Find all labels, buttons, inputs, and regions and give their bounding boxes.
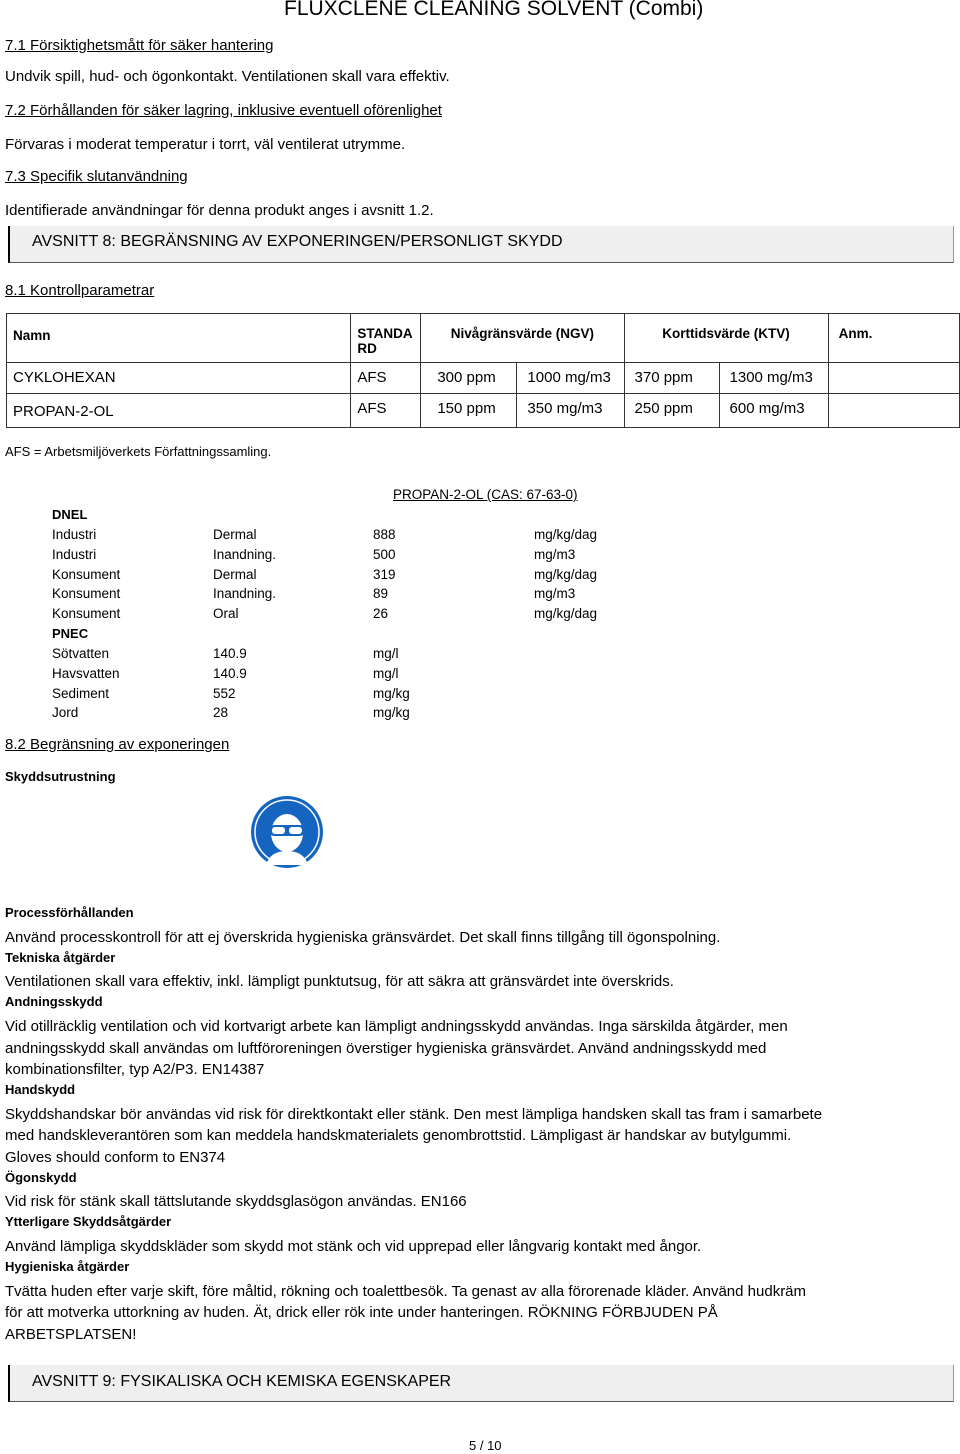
header-name: Namn — [7, 314, 351, 363]
hygiene-label: Hygieniska åtgärder — [5, 1259, 130, 1274]
dnel-unit: mg/m3 — [534, 586, 576, 602]
afs-footnote: AFS = Arbetsmiljöverkets Författningssamling. — [5, 444, 272, 459]
section-9-bar — [8, 1365, 954, 1402]
hand-line-3: Gloves should conform to EN374 — [5, 1149, 226, 1166]
section-8-bar — [8, 226, 954, 263]
hygiene-line-3: ARBETSPLATSEN! — [5, 1326, 137, 1343]
dnel-value: 89 — [373, 586, 389, 602]
pnec-unit: mg/l — [373, 646, 399, 661]
heading-8-1: 8.1 Kontrollparametrar — [5, 282, 155, 299]
hygiene-line-1: Tvätta huden efter varje skift, före måltid, rökning och toalettbesök. Ta genast av alla förorenade kläder. Använd hudkräm — [5, 1283, 807, 1300]
cell-ngv-ppm: 150 ppm — [421, 394, 517, 428]
header-ngv: Nivågränsvärde (NGV) — [421, 314, 624, 363]
resp-line-1: Vid otillräcklig ventilation och vid kortvarigt arbete kan lämpligt andningsskydd användas. Inga särskilda åtgärder, men — [5, 1018, 788, 1035]
cell-ktv-ppm: 370 ppm — [624, 363, 719, 394]
extra-text: Använd lämpliga skyddskläder som skydd mot stänk och vid upprepad eller långvarig kontakt med ångor. — [5, 1238, 702, 1255]
section-8-title: AVSNITT 8: BEGRÄNSNING AV EXPONERINGEN/PERSONLIGT SKYDD — [32, 233, 563, 250]
eye-text: Vid risk för stänk skall tättslutande skyddsglasögon användas. EN166 — [5, 1193, 467, 1210]
cell-name: PROPAN-2-OL — [7, 394, 351, 428]
pnec-medium: Jord — [52, 705, 79, 721]
tech-label: Tekniska åtgärder — [5, 950, 116, 965]
cell-ktv-ppm: 250 ppm — [624, 394, 719, 428]
extra-label: Ytterligare Skyddsåtgärder — [5, 1214, 172, 1229]
cell-ngv-mg: 350 mg/m3 — [517, 394, 624, 428]
process-label: Processförhållanden — [5, 905, 134, 920]
resp-line-2: andningsskydd skall användas om luftföroreningen överstiger hygieniska gränsvärdet. Använd andningsskydd med — [5, 1040, 767, 1057]
table-row — [7, 394, 960, 428]
tech-text: Ventilationen skall vara effektiv, inkl. lämpligt punktutsug, för att säkra att gränsvärdet inte överskrids. — [5, 973, 674, 990]
cell-anm — [828, 394, 959, 428]
hygiene-line-2: för att motverka uttorkning av huden. Ät, drick eller rök inte under hanteringen. RÖKNING FÖRBJUDEN PÅ — [5, 1304, 718, 1321]
dnel-unit: mg/m3 — [534, 546, 576, 562]
dnel-value: 319 — [373, 566, 396, 582]
dnel-who: Konsument — [52, 566, 121, 582]
hand-line-1: Skyddshandskar bör användas vid risk för direktkontakt eller stänk. Den mest lämpliga handsken skall tas fram i samarbete — [5, 1106, 823, 1123]
resp-line-3: kombinationsfilter, typ A2/P3. EN14387 — [5, 1061, 265, 1078]
section-9-title: AVSNITT 9: FYSIKALISKA OCH KEMISKA EGENSKAPER — [32, 1373, 452, 1390]
text-7-2: Förvaras i moderat temperatur i torrt, väl ventilerat utrymme. — [5, 136, 406, 153]
heading-8-2: 8.2 Begränsning av exponeringen — [5, 736, 230, 753]
dnel-route: Oral — [213, 606, 239, 622]
dnel-unit: mg/kg/dag — [534, 566, 598, 582]
pnec-value: 28 — [213, 705, 229, 721]
pnec-value: 140.9 — [213, 646, 247, 661]
dnel-route: Inandning. — [213, 546, 277, 562]
header-ktv: Korttidsvärde (KTV) — [624, 314, 828, 363]
pnec-value: 140.9 — [213, 665, 247, 681]
text-7-1: Undvik spill, hud- och ögonkontakt. Ventilationen skall vara effektiv. — [5, 68, 450, 85]
eye-label: Ögonskydd — [5, 1170, 77, 1185]
heading-7-2: 7.2 Förhållanden för säker lagring, inklusive eventuell oförenlighet — [5, 102, 442, 119]
dnel-who: Konsument — [52, 606, 121, 622]
dnel-route: Inandning. — [213, 586, 277, 602]
cell-ngv-ppm: 300 ppm — [421, 363, 517, 394]
pnec-medium: Sediment — [52, 685, 110, 701]
dnel-who: Konsument — [52, 586, 121, 602]
cell-ngv-mg: 1000 mg/m3 — [517, 363, 624, 394]
dnel-unit: mg/kg/dag — [534, 527, 598, 542]
dnel-who: Industri — [52, 546, 97, 562]
substance-title: PROPAN-2-OL (CAS: 67-63-0) — [393, 487, 578, 502]
dnel-value: 26 — [373, 606, 389, 622]
hand-label: Handskydd — [5, 1082, 76, 1097]
control-parameters-table — [6, 313, 960, 428]
cell-ktv-mg: 1300 mg/m3 — [719, 363, 828, 394]
cell-std: AFS — [351, 394, 421, 428]
table-header-row — [7, 314, 960, 363]
pnec-unit: mg/l — [373, 665, 399, 681]
dnel-label: DNEL — [52, 507, 88, 522]
pnec-medium: Havsvatten — [52, 665, 120, 681]
dnel-value: 888 — [373, 527, 396, 542]
pnec-label: PNEC — [52, 626, 89, 641]
heading-7-3: 7.3 Specifik slutanvändning — [5, 168, 188, 185]
safety-goggles-icon — [250, 795, 324, 869]
product-title: FLUXCLENE CLEANING SOLVENT (Combi) — [284, 0, 704, 20]
header-anm: Anm. — [828, 314, 959, 363]
cell-std: AFS — [351, 363, 421, 394]
dnel-who: Industri — [52, 527, 97, 542]
ppe-label: Skyddsutrustning — [5, 769, 116, 784]
dnel-route: Dermal — [213, 527, 257, 542]
cell-name: CYKLOHEXAN — [7, 363, 351, 394]
cell-ktv-mg: 600 mg/m3 — [719, 394, 828, 428]
cell-anm — [828, 363, 959, 394]
hand-line-2: med handskleverantören som kan meddela handskmaterialets genombrottstid. Lämpligast är handskar av butylgummi. — [5, 1127, 792, 1144]
process-text: Använd processkontroll för att ej överskrida hygieniska gränsvärdet. Det skall finns tillgång till ögonspolning. — [5, 929, 721, 946]
table-row — [7, 363, 960, 394]
header-standard: STANDA RD — [351, 314, 421, 363]
pnec-medium: Sötvatten — [52, 646, 110, 661]
heading-7-1: 7.1 Försiktighetsmått för säker hantering — [5, 37, 274, 54]
dnel-value: 500 — [373, 546, 396, 562]
dnel-unit: mg/kg/dag — [534, 606, 598, 622]
pnec-unit: mg/kg — [373, 685, 410, 701]
resp-label: Andningsskydd — [5, 994, 103, 1009]
pnec-unit: mg/kg — [373, 705, 410, 721]
text-7-3: Identifierade användningar för denna produkt anges i avsnitt 1.2. — [5, 202, 434, 219]
dnel-route: Dermal — [213, 566, 257, 582]
page-number: 5 / 10 — [469, 1438, 502, 1453]
pnec-value: 552 — [213, 685, 236, 701]
